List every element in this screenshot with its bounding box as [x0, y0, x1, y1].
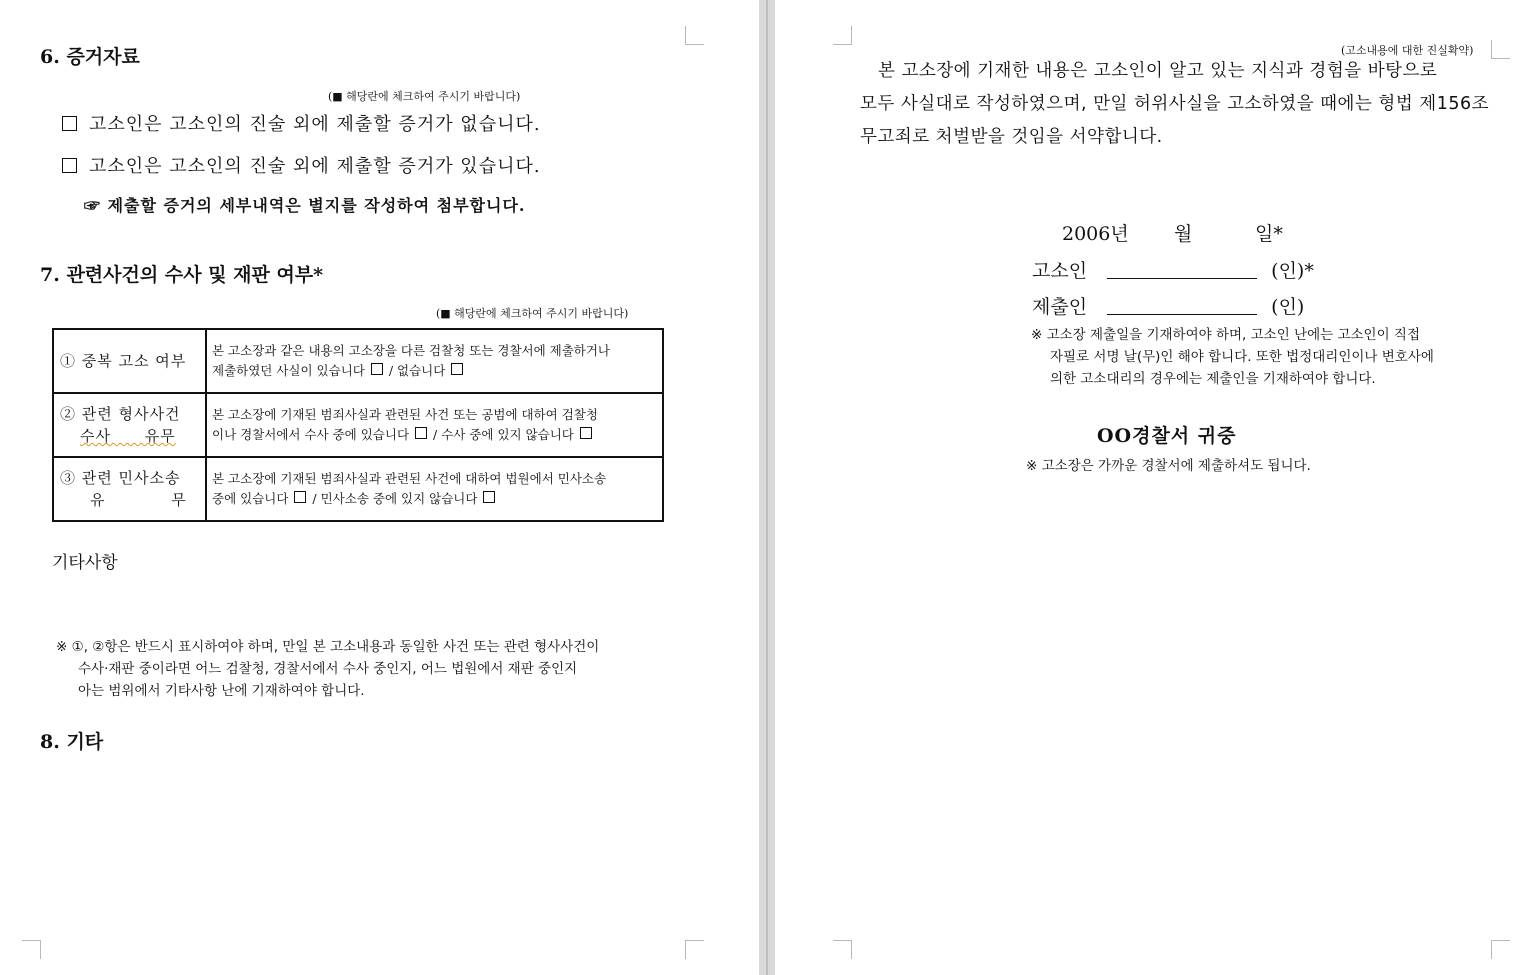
checkbox-icon[interactable]	[451, 363, 463, 375]
related-case-footnote-2: 수사·재판 중이라면 어느 검찰청, 경찰서에서 수사 중인지, 어느 법원에서 재판 중인지	[78, 661, 578, 677]
truth-pledge-heading: (고소내용에 대한 진실확약)	[1341, 44, 1474, 57]
section-8-title: 8. 기타	[40, 731, 104, 753]
crop-mark	[1491, 40, 1510, 59]
duplicate-complaint-desc	[206, 329, 663, 393]
related-case-table	[52, 328, 664, 522]
pledge-line-3: 무고죄로 처벌받을 것임을 서약합니다.	[860, 127, 1163, 147]
row-text: 중에 있습니다	[212, 491, 289, 506]
pledge-line-2: 모두 사실대로 작성하였으며, 만일 허위사실을 고소하였을 때에는 형법 제156조	[860, 94, 1490, 114]
row-text: 민사소송 중에 있지 않습니다	[320, 491, 478, 506]
row-label: 수사 유무	[80, 427, 176, 445]
row-text: 본 고소장과 같은 내용의 고소장을 다른 검찰청 또는 경찰서에 제출하거나	[212, 343, 611, 358]
other-matters-label: 기타사항	[52, 553, 118, 573]
checkbox-icon[interactable]	[371, 363, 383, 375]
related-case-footnote-1: ※ ①, ②항은 반드시 표시하여야 하며, 만일 본 고소내용과 동일한 사건 또는 관련 형사사건이	[56, 639, 600, 655]
checkbox-icon[interactable]	[62, 116, 77, 131]
evidence-option-exists[interactable]	[62, 152, 541, 178]
submitter-row	[1032, 292, 1304, 319]
checkbox-icon[interactable]	[483, 491, 495, 503]
complainant-label: 고소인	[1032, 260, 1088, 282]
submitter-seal: (인)	[1271, 296, 1305, 318]
row-text: 본 고소장에 기재된 범죄사실과 관련된 사건에 대하여 법원에서 민사소송	[212, 471, 607, 486]
related-case-footnote-3: 아는 범위에서 기타사항 난에 기재하여야 합니다.	[78, 683, 365, 699]
checkbox-icon[interactable]	[415, 427, 427, 439]
checkbox-icon[interactable]	[580, 427, 592, 439]
section-7-title: 7. 관련사건의 수사 및 재판 여부*	[40, 264, 324, 286]
civil-case-label	[53, 457, 206, 521]
table-row	[53, 457, 663, 521]
section-7-instruction: (■ 해당란에 체크하여 주시기 바랍니다)	[436, 307, 629, 320]
table-row	[53, 393, 663, 457]
row-label: ② 관련 형사사건	[60, 405, 181, 423]
checkbox-icon[interactable]	[62, 158, 77, 173]
row-text: 없습니다	[397, 363, 446, 378]
signature-note-3: 의한 고소대리의 경우에는 제출인을 기재하여야 합니다.	[1050, 371, 1376, 387]
crop-mark	[685, 940, 704, 959]
complainant-seal: (인)*	[1271, 260, 1314, 282]
crop-mark	[833, 26, 852, 45]
date-day: 일*	[1255, 223, 1283, 245]
addressee: OO경찰서 귀중	[1097, 425, 1237, 447]
row-label: 유 무	[90, 491, 187, 509]
crop-mark	[22, 940, 41, 959]
row-text: 본 고소장에 기재된 범죄사실과 관련된 사건 또는 공범에 대하여 검찰청	[212, 407, 598, 422]
date-year: 2006년	[1062, 223, 1129, 245]
complainant-signature-field[interactable]	[1107, 278, 1257, 279]
civil-case-desc	[206, 457, 663, 521]
addressee-note: ※ 고소장은 가까운 경찰서에 제출하셔도 됩니다.	[1026, 458, 1311, 474]
separator: /	[388, 363, 394, 378]
date-month: 월	[1174, 223, 1193, 245]
checkbox-icon[interactable]	[294, 491, 306, 503]
separator: /	[433, 427, 438, 442]
section-6-title: 6. 증거자료	[40, 46, 140, 68]
signature-note-2: 자필로 서명 날(무)인 해야 합니다. 또한 법정대리인이나 변호사에	[1050, 349, 1434, 365]
pledge-line-1: 본 고소장에 기재한 내용은 고소인이 알고 있는 지식과 경험을 바탕으로	[878, 61, 1438, 81]
table-row	[53, 329, 663, 393]
crop-mark	[1491, 940, 1510, 959]
row-text: 이나 경찰서에서 수사 중에 있습니다	[212, 427, 410, 442]
evidence-option-exists-label: 고소인은 고소인의 진술 외에 제출할 증거가 있습니다.	[89, 156, 541, 177]
criminal-case-desc	[206, 393, 663, 457]
submitter-label: 제출인	[1032, 296, 1088, 318]
row-text: 제출하였던 사실이 있습니다	[212, 363, 365, 378]
document-page-left	[0, 0, 759, 975]
row-text: 수사 중에 있지 않습니다	[441, 427, 574, 442]
criminal-case-label	[53, 393, 206, 457]
crop-mark	[833, 940, 852, 959]
separator: /	[312, 491, 317, 506]
row-label: ③ 관련 민사소송	[60, 469, 181, 487]
evidence-option-none[interactable]	[62, 110, 541, 136]
section-6-instruction: (■ 해당란에 체크하여 주시기 바랍니다)	[328, 90, 521, 103]
document-page-right	[775, 0, 1524, 975]
crop-mark	[685, 26, 704, 45]
complainant-row	[1032, 256, 1314, 283]
evidence-option-none-label: 고소인은 고소인의 진술 외에 제출할 증거가 없습니다.	[89, 114, 541, 135]
evidence-attachment-note: ☞ 제출할 증거의 세부내역은 별지를 작성하여 첨부합니다.	[84, 196, 526, 215]
signature-note-1: ※ 고소장 제출일을 기재하여야 하며, 고소인 난에는 고소인이 직접	[1031, 327, 1420, 343]
submitter-signature-field[interactable]	[1107, 314, 1257, 315]
duplicate-complaint-label: ① 중복 고소 여부	[53, 329, 206, 393]
gutter-divider	[766, 0, 768, 975]
